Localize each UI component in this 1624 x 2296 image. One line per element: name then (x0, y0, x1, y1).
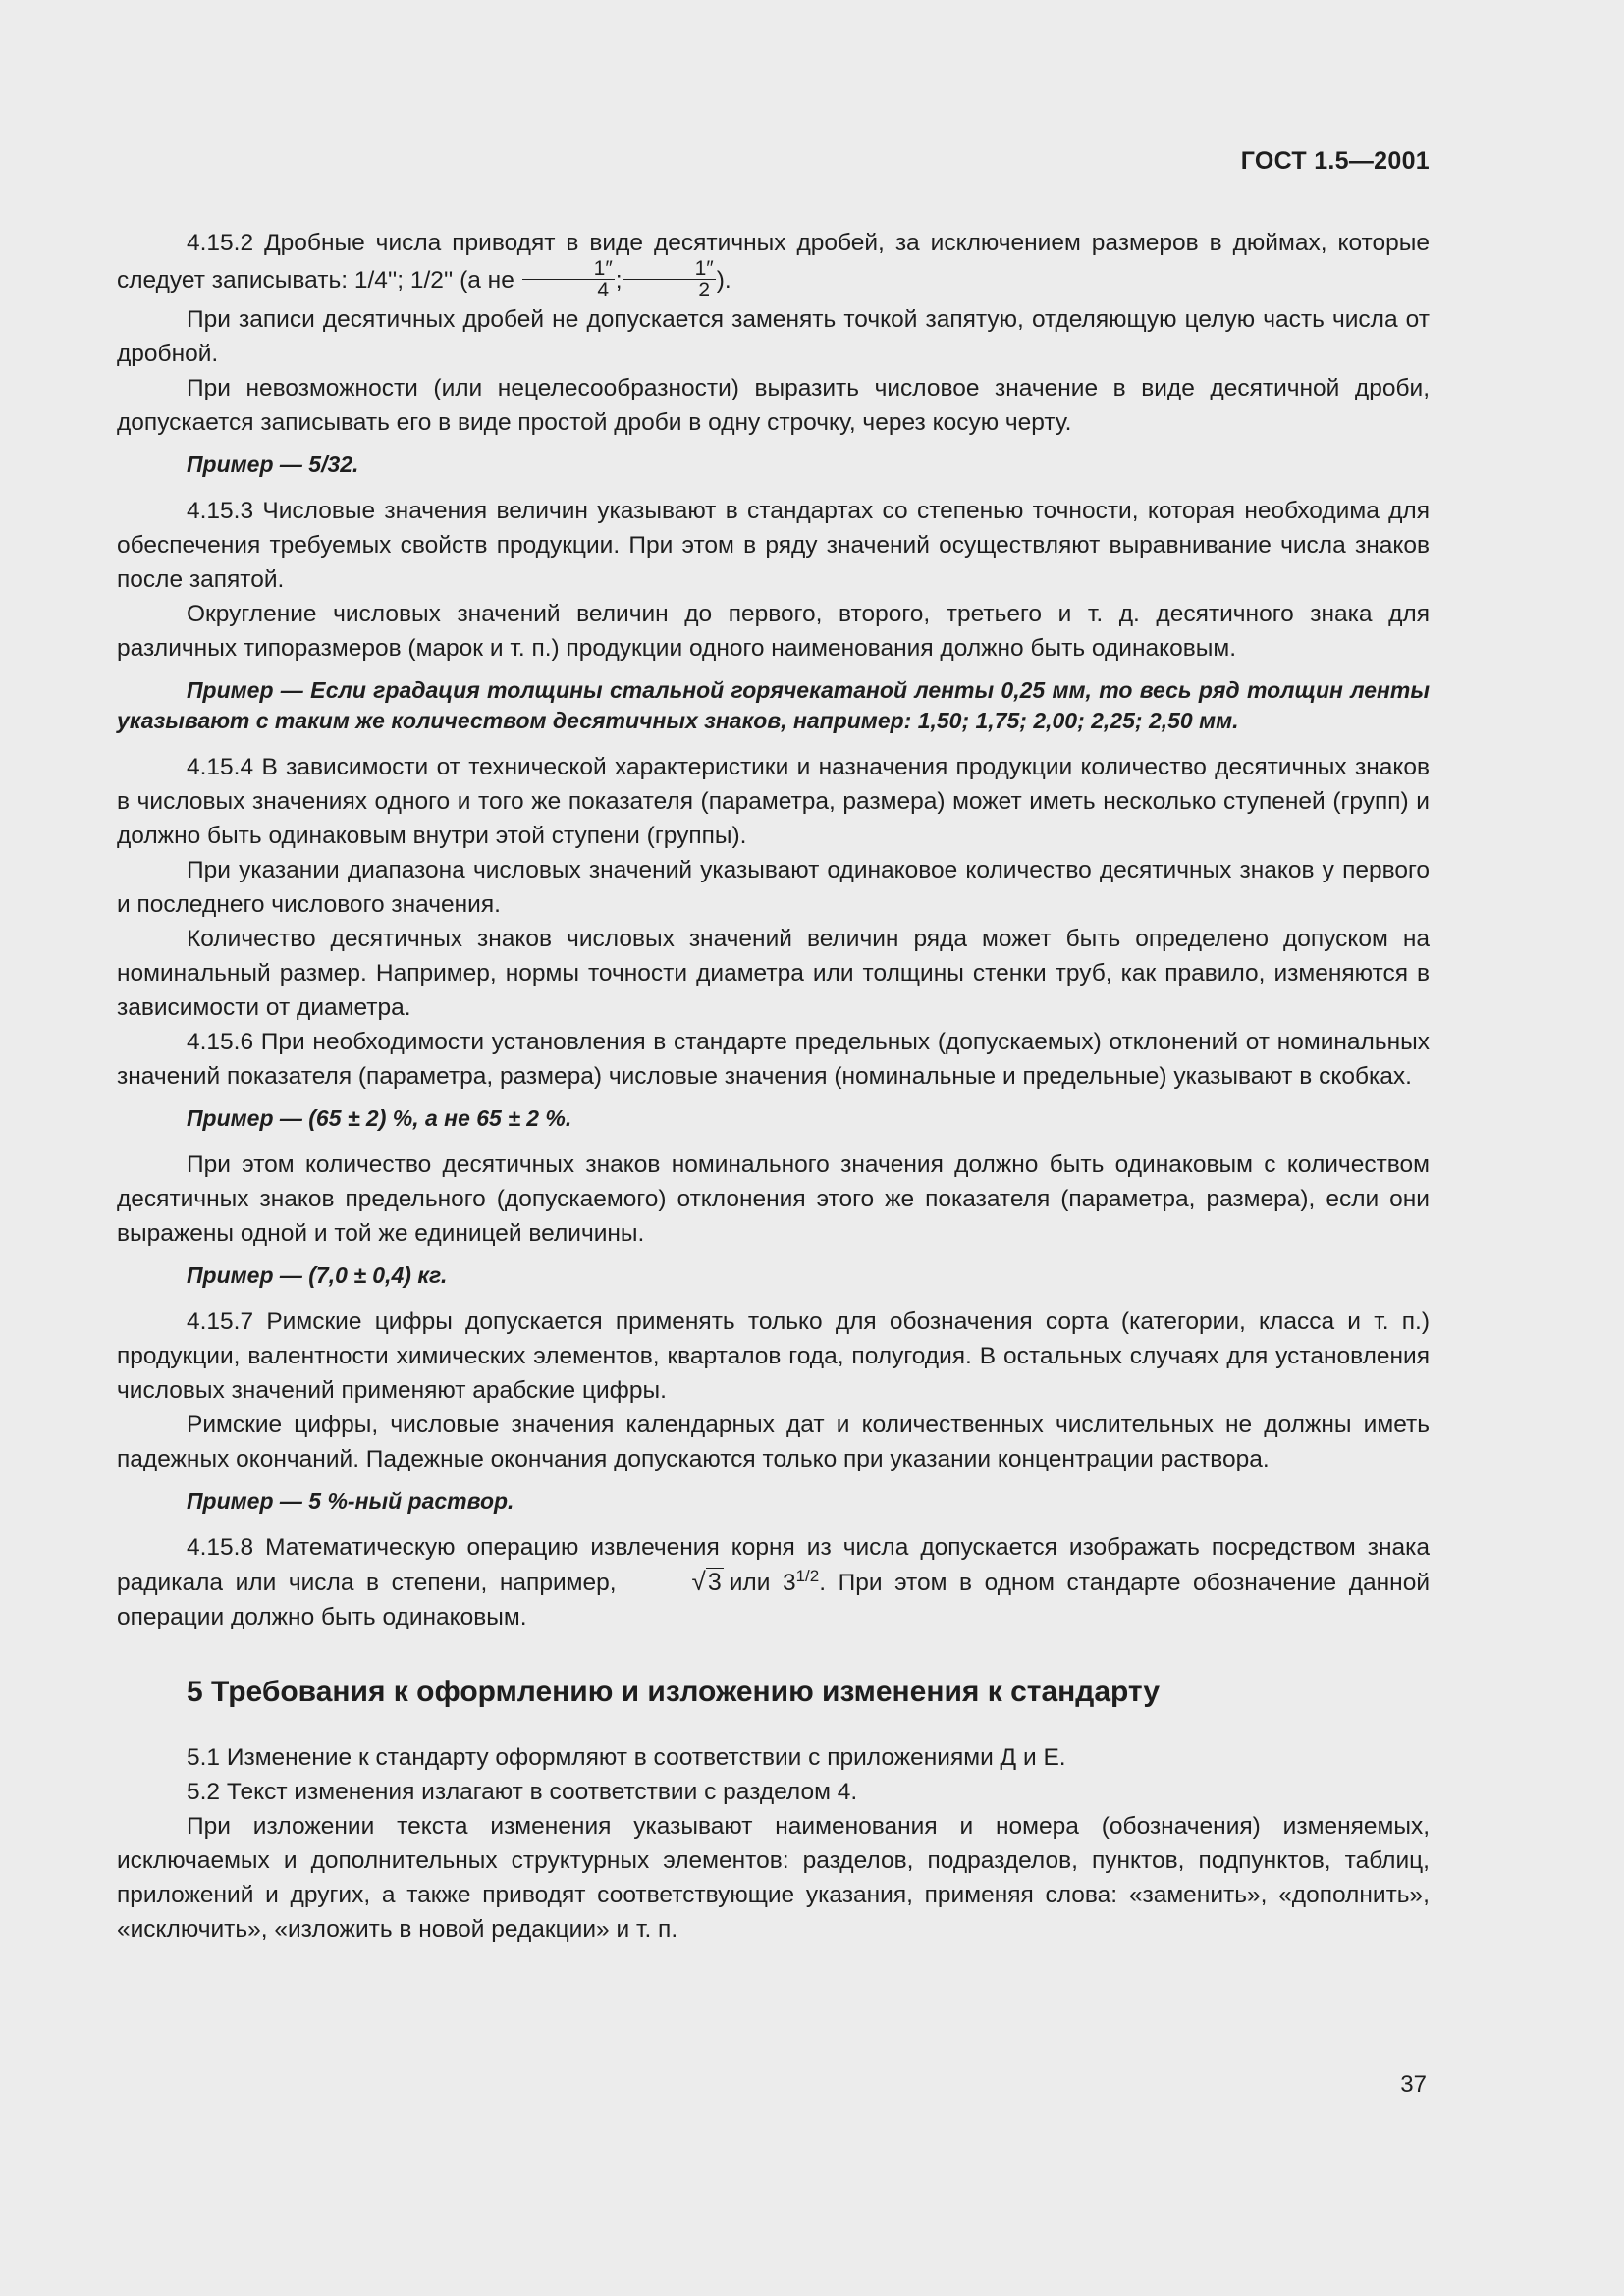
paragraph-4-15-2 (117, 226, 1430, 302)
paragraph-text: 4.15.8 Математическую операцию извлечения корня из числа допускается изображать посредством знака радикала или числа в степени, например, (117, 1534, 1430, 1596)
paragraph-text: или 3 (729, 1570, 796, 1596)
paragraph: При указании диапазона числовых значений указывают одинаковое количество десятичных знаков у первого и последнего числового значения. (117, 857, 1430, 918)
paragraph-4-15-6: 4.15.6 При необходимости установления в стандарте предельных (допускаемых) отклонений от номинальных значений показателя (параметра, размера) числовые значения (номинальные и предельные) указывают в скобках. (117, 1029, 1430, 1090)
section-heading: 5 Требования к оформлению и изложению изменения к стандарту (187, 1676, 1161, 1708)
paragraph-text: . При этом в одном стандарте обозначение данной операции должно быть одинаковым. (117, 1570, 1431, 1630)
fraction-half-inch (623, 258, 716, 300)
paragraph: Округление числовых значений величин до первого, второго, третьего и т. д. десятичного знака для различных типоразмеров (марок и т. п.) продукции одного наименования должно быть одинаковым. (117, 601, 1430, 662)
paragraph-5-2: 5.2 Текст изменения излагают в соответствии с разделом 4. (187, 1779, 858, 1805)
example: Пример — Если градация толщины стальной горячекатаной ленты 0,25 мм, то весь ряд толщин ленты указывают с таким же количеством десятичных знаков, например: 1,50; 1,75; 2,00; 2,25; 2,50 мм. (117, 677, 1430, 733)
radicand: 3 (707, 1569, 722, 1596)
paragraph: Римские цифры, числовые значения календарных дат и количественных числительных не должны иметь падежных окончаний. Падежные окончания допускаются только при указании концентрации раствора. (117, 1412, 1430, 1472)
example: Пример — 5 %-ный раствор. (187, 1488, 514, 1514)
paragraph-5-1: 5.1 Изменение к стандарту оформляют в соответствии с приложениями Д и Е. (187, 1744, 1066, 1771)
fraction-quarter-inch (522, 258, 615, 300)
paragraph-4-15-4: 4.15.4 В зависимости от технической характеристики и назначения продукции количество десятичных знаков в числовых значениях одного и того же показателя (параметра, размера) может иметь несколько ступеней (групп) и должно быть одинаковым внутри этой ступени (группы). (117, 754, 1430, 849)
example: Пример — 5/32. (187, 452, 359, 477)
fraction-denominator: 2 (698, 279, 710, 301)
paragraph-4-15-8 (117, 1530, 1430, 1634)
paragraph: Количество десятичных знаков числовых значений величин ряда может быть определено допуском на номинальный размер. Например, нормы точности диаметра или толщины стенки труб, как правило, изменяются в зависимости от диаметра. (117, 926, 1430, 1021)
fraction-separator: ; (615, 266, 623, 294)
paragraph-4-15-7: 4.15.7 Римские цифры допускается применять только для обозначения сорта (категории, класса и т. п.) продукции, валентности химических элементов, кварталов года, полугодия. В остальных случаях для установления числовых значений применяют арабские цифры. (117, 1308, 1430, 1404)
paragraph-4-15-3: 4.15.3 Числовые значения величин указывают в стандартах со степенью точности, которая необходима для обеспечения требуемых свойств продукции. При этом в ряду значений осуществляют выравнивание числа знаков после запятой. (117, 498, 1430, 593)
paragraph: При изложении текста изменения указывают наименования и номера (обозначения) изменяемых, исключаемых и дополнительных структурных элементов: разделов, подразделов, пунктов, подпунктов, таблиц, приложений и других, а также приводят соответствующие указания, применяя слова: «заменить», «дополнить», «исключить», «изложить в новой редакции» и т. п. (117, 1813, 1430, 1943)
paragraph-text: 4.15.2 Дробные числа приводят в виде десятичных дробей, за исключением размеров в дюймах, которые следует записывать: 1/4''; 1/2'' (а не (117, 230, 1430, 294)
paragraph: При записи десятичных дробей не допускается заменять точкой запятую, отделяющую целую часть числа от дробной. (117, 306, 1430, 367)
page-body (117, 226, 1430, 1947)
fraction-denominator: 4 (597, 279, 610, 301)
example: Пример — (65 ± 2) %, а не 65 ± 2 %. (187, 1105, 572, 1131)
page-number: 37 (1400, 2071, 1427, 2098)
paragraph: При этом количество десятичных знаков номинального значения должно быть одинаковым с количеством десятичных знаков предельного (допускаемого) отклонения этого же показателя (параметра, размера), если они выражены одной и той же единицей величины. (117, 1151, 1430, 1247)
paragraph: При невозможности (или нецелесообразности) выразить числовое значение в виде десятичной дроби, допускается записывать его в виде простой дроби в одну строчку, через косую черту. (117, 375, 1430, 436)
paragraph-text: ). (716, 266, 731, 294)
fraction-numerator: 1″ (522, 258, 615, 280)
fraction-numerator: 1″ (623, 258, 716, 280)
radical-sign: √ (691, 1567, 706, 1596)
document-code: ГОСТ 1.5—2001 (1240, 147, 1430, 175)
square-root-expression (623, 1565, 724, 1600)
exponent: 1/2 (795, 1566, 820, 1585)
example: Пример — (7,0 ± 0,4) кг. (187, 1262, 448, 1288)
